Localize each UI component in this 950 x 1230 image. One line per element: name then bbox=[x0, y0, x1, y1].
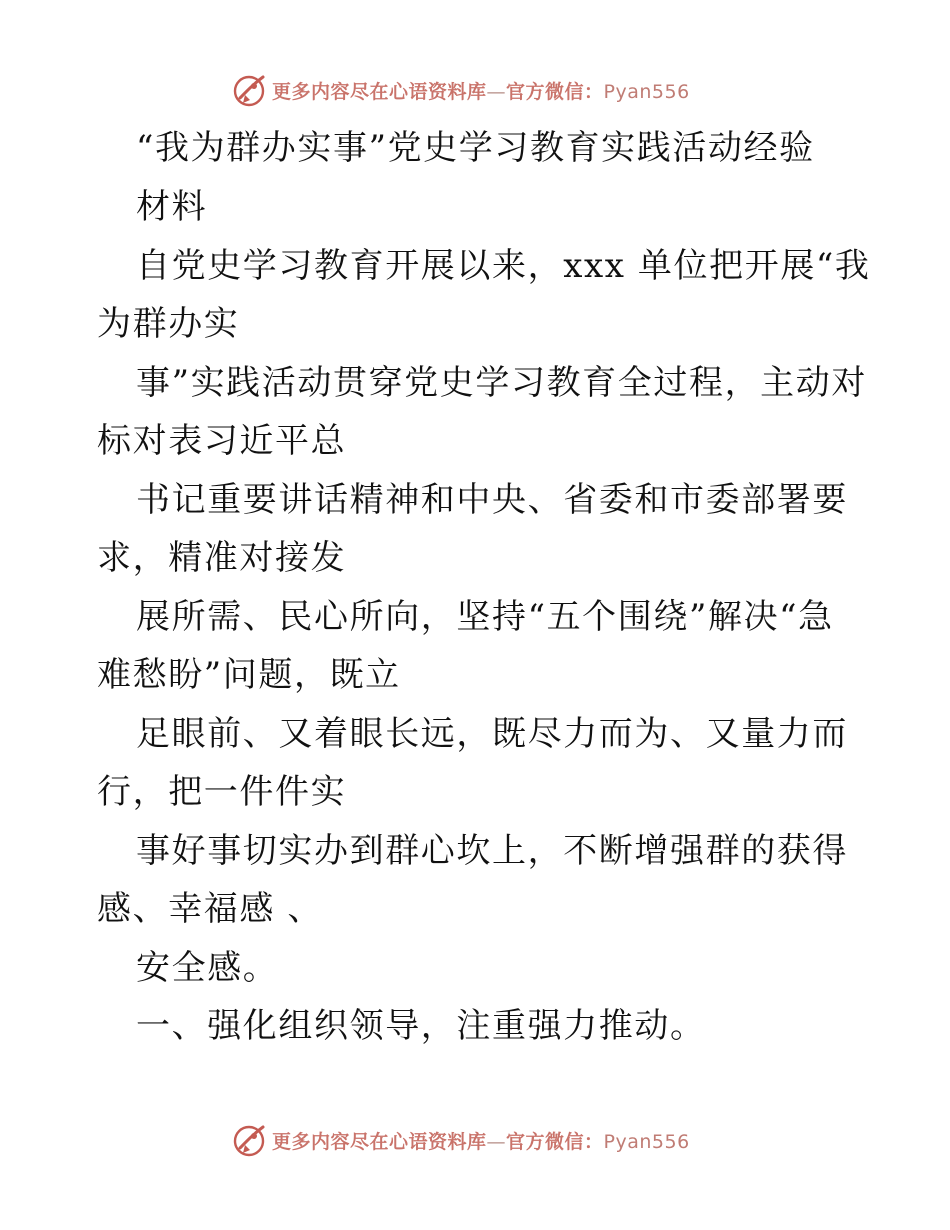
paragraph-line: 事”实践活动贯穿党史学习教育全过程，主动对 bbox=[136, 363, 867, 403]
document-title-line-1: “我为群办实事”党史学习教育实践活动经验 bbox=[136, 128, 815, 168]
document-title-line-2: 材料 bbox=[136, 187, 208, 227]
paragraph-line: 展所需、民心所向，坚持“五个围绕”解决“急 bbox=[136, 597, 834, 637]
paragraph-line: 行，把一件件实 bbox=[97, 772, 347, 812]
paragraph-line: 求，精准对接发 bbox=[97, 538, 347, 578]
header-banner bbox=[232, 72, 690, 108]
paragraph-line: 感、幸福感 、 bbox=[97, 889, 324, 929]
paragraph-line: 标对表习近平总 bbox=[97, 421, 347, 461]
paragraph-line: 难愁盼”问题，既立 bbox=[97, 655, 401, 695]
paragraph-line: 事好事切实办到群心坎上，不断增强群的获得 bbox=[136, 831, 848, 871]
footer-banner bbox=[232, 1122, 690, 1158]
paragraph-line: 自党史学习教育开展以来，xxx 单位把开展“我 bbox=[136, 246, 871, 286]
banner-text: 更多内容尽在心语资料库—官方微信：Pyan556 bbox=[272, 80, 690, 103]
banner-text: 更多内容尽在心语资料库—官方微信：Pyan556 bbox=[272, 1130, 690, 1153]
pen-logo-icon bbox=[232, 1122, 268, 1158]
paragraph-line: 安全感。 bbox=[136, 948, 279, 988]
paragraph-line: 为群办实 bbox=[97, 304, 240, 344]
section-heading: 一、强化组织领导，注重强力推动。 bbox=[136, 1006, 706, 1046]
paragraph-line: 足眼前、又着眼长远，既尽力而为、又量力而 bbox=[136, 714, 848, 754]
paragraph-line: 书记重要讲话精神和中央、省委和市委部署要 bbox=[136, 480, 848, 520]
pen-logo-icon bbox=[232, 72, 268, 108]
